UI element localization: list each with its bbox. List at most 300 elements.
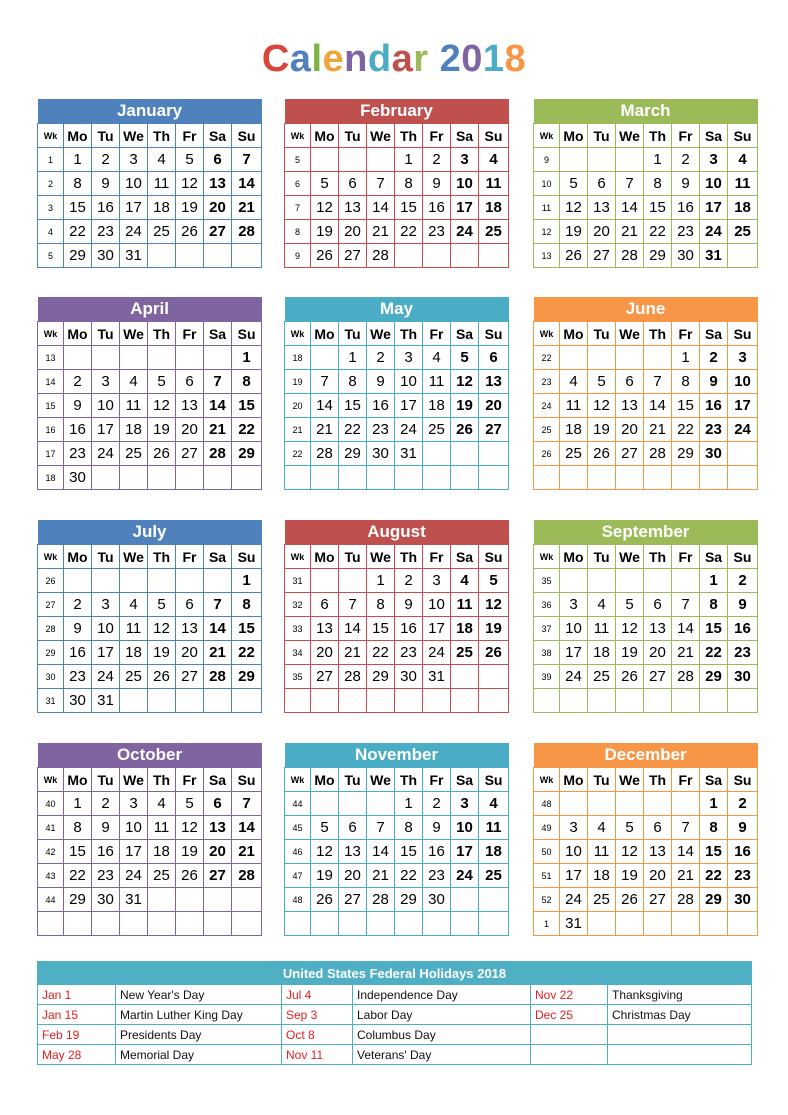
- weekday-header: Su: [479, 322, 509, 346]
- week-row: [38, 220, 262, 244]
- day-cell: 5: [148, 370, 176, 394]
- month-name: September: [534, 520, 758, 545]
- day-cell: 30: [728, 665, 758, 689]
- weekday-header: Mo: [560, 322, 588, 346]
- day-cell: 31: [423, 665, 451, 689]
- week-row: [38, 442, 262, 466]
- day-cell: 24: [451, 220, 479, 244]
- day-cell: 13: [204, 816, 232, 840]
- day-cell: 19: [311, 220, 339, 244]
- day-cell: 13: [339, 840, 367, 864]
- day-cell: 18: [120, 641, 148, 665]
- week-row: [285, 466, 509, 490]
- day-cell: 15: [700, 840, 728, 864]
- week-row: [285, 593, 509, 617]
- day-cell: 1: [395, 148, 423, 172]
- week-row: [285, 244, 509, 268]
- day-cell: 8: [644, 172, 672, 196]
- weekday-header: Sa: [451, 124, 479, 148]
- day-cell: 21: [204, 641, 232, 665]
- day-cell: 17: [560, 864, 588, 888]
- day-cell: [311, 569, 339, 593]
- day-cell: 23: [367, 418, 395, 442]
- day-cell: 11: [479, 172, 509, 196]
- day-cell: 24: [728, 418, 758, 442]
- day-cell: 6: [644, 593, 672, 617]
- holiday-date: Oct 8: [282, 1025, 353, 1045]
- day-cell: 28: [232, 220, 262, 244]
- day-cell: 22: [232, 418, 262, 442]
- day-cell: 22: [64, 220, 92, 244]
- day-cell: 2: [367, 346, 395, 370]
- day-cell: 22: [672, 418, 700, 442]
- day-cell: 4: [148, 792, 176, 816]
- day-cell: 20: [204, 840, 232, 864]
- day-cell: [311, 792, 339, 816]
- day-cell: [479, 244, 509, 268]
- week-row: [534, 840, 758, 864]
- holidays-title: United States Federal Holidays 2018: [38, 962, 752, 985]
- week-number: 1: [38, 148, 64, 172]
- day-cell: 29: [64, 888, 92, 912]
- day-cell: 11: [479, 816, 509, 840]
- day-cell: [616, 346, 644, 370]
- week-row: [534, 912, 758, 936]
- holiday-row: [38, 1025, 752, 1045]
- week-number: 5: [38, 244, 64, 268]
- day-cell: 16: [64, 641, 92, 665]
- day-cell: [311, 912, 339, 936]
- day-cell: 18: [423, 394, 451, 418]
- weekday-header: Sa: [451, 545, 479, 569]
- week-number: 6: [285, 172, 311, 196]
- day-cell: 25: [728, 220, 758, 244]
- day-cell: 4: [560, 370, 588, 394]
- day-cell: 13: [311, 617, 339, 641]
- week-row: [285, 346, 509, 370]
- day-cell: 6: [339, 816, 367, 840]
- day-cell: 4: [728, 148, 758, 172]
- day-cell: [64, 569, 92, 593]
- day-cell: 31: [395, 442, 423, 466]
- month-august: [284, 520, 508, 713]
- month-june: [533, 297, 757, 490]
- day-cell: 7: [232, 792, 262, 816]
- day-cell: 26: [479, 641, 509, 665]
- weekday-header: Sa: [700, 322, 728, 346]
- day-cell: 4: [588, 816, 616, 840]
- day-cell: 7: [339, 593, 367, 617]
- month-april: [37, 297, 261, 490]
- week-number: 10: [534, 172, 560, 196]
- day-cell: [367, 466, 395, 490]
- holiday-date: May 28: [38, 1045, 116, 1065]
- day-cell: 2: [64, 593, 92, 617]
- weekday-header: Fr: [176, 768, 204, 792]
- day-cell: 27: [339, 244, 367, 268]
- day-cell: 8: [64, 816, 92, 840]
- weekday-header: Tu: [588, 322, 616, 346]
- day-cell: 10: [92, 394, 120, 418]
- weekday-header: Su: [479, 124, 509, 148]
- week-row: [285, 641, 509, 665]
- holiday-row: [38, 1005, 752, 1025]
- day-cell: 24: [92, 665, 120, 689]
- week-row: [285, 148, 509, 172]
- weekday-header: Sa: [451, 322, 479, 346]
- weekday-header: Su: [728, 545, 758, 569]
- day-cell: 21: [232, 196, 262, 220]
- day-cell: [148, 346, 176, 370]
- day-cell: 9: [672, 172, 700, 196]
- day-cell: [616, 466, 644, 490]
- day-cell: 13: [204, 172, 232, 196]
- day-cell: [644, 689, 672, 713]
- week-row: [285, 370, 509, 394]
- day-cell: 13: [479, 370, 509, 394]
- day-cell: [451, 665, 479, 689]
- day-cell: 15: [395, 196, 423, 220]
- day-cell: 28: [644, 442, 672, 466]
- day-cell: [339, 148, 367, 172]
- day-cell: 8: [232, 593, 262, 617]
- day-cell: [92, 569, 120, 593]
- day-cell: [339, 792, 367, 816]
- day-cell: 23: [423, 864, 451, 888]
- weekday-header: Tu: [339, 322, 367, 346]
- day-cell: 19: [479, 617, 509, 641]
- month-november: [284, 743, 508, 936]
- day-cell: 5: [588, 370, 616, 394]
- day-cell: 11: [588, 617, 616, 641]
- weekday-header: Sa: [451, 768, 479, 792]
- week-row: [38, 370, 262, 394]
- day-cell: 31: [120, 244, 148, 268]
- weekday-header: Fr: [672, 768, 700, 792]
- week-row: [285, 418, 509, 442]
- day-cell: 12: [311, 196, 339, 220]
- day-cell: 14: [204, 617, 232, 641]
- week-row: [285, 172, 509, 196]
- day-cell: [395, 912, 423, 936]
- day-cell: [339, 912, 367, 936]
- day-cell: 12: [451, 370, 479, 394]
- day-cell: 5: [311, 172, 339, 196]
- holiday-name: New Year's Day: [116, 985, 282, 1005]
- day-cell: [451, 888, 479, 912]
- day-cell: 28: [311, 442, 339, 466]
- day-cell: [616, 569, 644, 593]
- week-row: [285, 840, 509, 864]
- day-cell: [728, 442, 758, 466]
- holiday-name: Presidents Day: [116, 1025, 282, 1045]
- day-cell: 20: [176, 641, 204, 665]
- day-cell: 8: [64, 172, 92, 196]
- day-cell: 14: [367, 196, 395, 220]
- day-cell: 5: [616, 593, 644, 617]
- day-cell: [148, 569, 176, 593]
- day-cell: 11: [728, 172, 758, 196]
- week-number-header: Wk: [534, 124, 560, 148]
- day-cell: [367, 912, 395, 936]
- holiday-name: Martin Luther King Day: [116, 1005, 282, 1025]
- day-cell: 22: [644, 220, 672, 244]
- day-cell: 26: [311, 888, 339, 912]
- day-cell: 21: [367, 220, 395, 244]
- day-cell: [204, 244, 232, 268]
- week-row: [534, 394, 758, 418]
- day-cell: 16: [728, 840, 758, 864]
- day-cell: 17: [700, 196, 728, 220]
- week-number: 35: [285, 665, 311, 689]
- day-cell: 26: [176, 220, 204, 244]
- week-row: [38, 244, 262, 268]
- day-cell: [479, 689, 509, 713]
- day-cell: 11: [451, 593, 479, 617]
- week-number-header: Wk: [534, 768, 560, 792]
- holiday-date: Sep 3: [282, 1005, 353, 1025]
- day-cell: [423, 689, 451, 713]
- day-cell: [64, 912, 92, 936]
- day-cell: [120, 689, 148, 713]
- week-row: [534, 864, 758, 888]
- title-letter: l: [311, 38, 323, 80]
- week-row: [38, 792, 262, 816]
- day-cell: 15: [339, 394, 367, 418]
- day-cell: 24: [560, 888, 588, 912]
- day-cell: [616, 912, 644, 936]
- week-number: 40: [38, 792, 64, 816]
- weekday-header: Fr: [423, 768, 451, 792]
- day-cell: [700, 466, 728, 490]
- day-cell: 29: [644, 244, 672, 268]
- day-cell: 30: [64, 689, 92, 713]
- day-cell: 12: [616, 617, 644, 641]
- day-cell: [148, 888, 176, 912]
- week-number-header: Wk: [534, 545, 560, 569]
- day-cell: 22: [395, 864, 423, 888]
- week-row: [38, 816, 262, 840]
- weekday-header: Mo: [64, 322, 92, 346]
- day-cell: [728, 689, 758, 713]
- day-cell: 25: [588, 888, 616, 912]
- day-cell: 12: [616, 840, 644, 864]
- title-letter: [429, 38, 440, 80]
- week-row: [285, 888, 509, 912]
- day-cell: [311, 148, 339, 172]
- month-september: [533, 520, 757, 713]
- day-cell: 8: [395, 816, 423, 840]
- day-cell: 27: [644, 665, 672, 689]
- week-row: [38, 172, 262, 196]
- month-name: July: [38, 520, 262, 545]
- day-cell: 30: [423, 888, 451, 912]
- week-row: [38, 641, 262, 665]
- day-cell: 2: [672, 148, 700, 172]
- day-cell: 3: [451, 148, 479, 172]
- day-cell: 4: [120, 370, 148, 394]
- week-row: [534, 172, 758, 196]
- day-cell: 5: [311, 816, 339, 840]
- week-number: 2: [38, 172, 64, 196]
- day-cell: 27: [479, 418, 509, 442]
- weekday-header: Fr: [423, 124, 451, 148]
- title-letter: 2: [439, 38, 462, 80]
- day-cell: 6: [204, 148, 232, 172]
- holiday-date: Jan 15: [38, 1005, 116, 1025]
- month-march: [533, 99, 757, 268]
- week-number: 16: [38, 418, 64, 442]
- day-cell: 11: [588, 840, 616, 864]
- day-cell: 19: [148, 641, 176, 665]
- day-cell: 16: [423, 196, 451, 220]
- day-cell: 15: [644, 196, 672, 220]
- day-cell: [311, 466, 339, 490]
- day-cell: 30: [700, 442, 728, 466]
- day-cell: [176, 888, 204, 912]
- day-cell: [479, 912, 509, 936]
- day-cell: 6: [588, 172, 616, 196]
- week-number: 26: [534, 442, 560, 466]
- day-cell: 25: [588, 665, 616, 689]
- weekday-header: Su: [479, 545, 509, 569]
- weekday-header: Tu: [588, 545, 616, 569]
- day-cell: 14: [204, 394, 232, 418]
- week-number: [285, 689, 311, 713]
- day-cell: 24: [120, 864, 148, 888]
- weekday-header: Fr: [423, 322, 451, 346]
- weekday-header: Tu: [588, 124, 616, 148]
- day-cell: 25: [560, 442, 588, 466]
- day-cell: [92, 346, 120, 370]
- week-number: 44: [38, 888, 64, 912]
- day-cell: 7: [672, 593, 700, 617]
- day-cell: 18: [479, 840, 509, 864]
- day-cell: [728, 912, 758, 936]
- page-title: [0, 36, 788, 82]
- day-cell: 29: [700, 665, 728, 689]
- weekday-header: Fr: [176, 124, 204, 148]
- day-cell: 10: [451, 172, 479, 196]
- weekday-header: Mo: [560, 768, 588, 792]
- day-cell: 4: [120, 593, 148, 617]
- month-name: February: [285, 99, 509, 124]
- day-cell: 29: [395, 888, 423, 912]
- day-cell: 6: [204, 792, 232, 816]
- day-cell: [92, 912, 120, 936]
- day-cell: [644, 569, 672, 593]
- weekday-header: Su: [232, 768, 262, 792]
- day-cell: 26: [176, 864, 204, 888]
- week-number: 47: [285, 864, 311, 888]
- day-cell: 23: [92, 864, 120, 888]
- week-number-header: Wk: [285, 322, 311, 346]
- day-cell: 3: [423, 569, 451, 593]
- holiday-date: [531, 1045, 608, 1065]
- day-cell: [560, 346, 588, 370]
- week-number: 41: [38, 816, 64, 840]
- weekday-header: Su: [232, 545, 262, 569]
- weekday-header: Tu: [92, 124, 120, 148]
- day-cell: 9: [728, 816, 758, 840]
- day-cell: 14: [644, 394, 672, 418]
- week-number: 18: [38, 466, 64, 490]
- week-row: [534, 569, 758, 593]
- day-cell: 18: [479, 196, 509, 220]
- week-row: [534, 244, 758, 268]
- day-cell: 13: [616, 394, 644, 418]
- day-cell: 27: [311, 665, 339, 689]
- day-cell: 24: [560, 665, 588, 689]
- title-letter: C: [261, 38, 290, 80]
- day-cell: [148, 244, 176, 268]
- week-number: 9: [534, 148, 560, 172]
- day-cell: 30: [92, 244, 120, 268]
- week-number: 13: [38, 346, 64, 370]
- week-number: 20: [285, 394, 311, 418]
- day-cell: 21: [616, 220, 644, 244]
- week-number: 28: [38, 617, 64, 641]
- day-cell: 19: [560, 220, 588, 244]
- week-number: 34: [285, 641, 311, 665]
- weekday-header: Th: [644, 768, 672, 792]
- month-name: March: [534, 99, 758, 124]
- day-cell: [451, 466, 479, 490]
- title-letter: d: [367, 38, 392, 80]
- month-name: August: [285, 520, 509, 545]
- day-cell: 16: [92, 196, 120, 220]
- day-cell: [700, 689, 728, 713]
- week-row: [38, 617, 262, 641]
- day-cell: 27: [588, 244, 616, 268]
- week-number: 15: [38, 394, 64, 418]
- day-cell: 1: [644, 148, 672, 172]
- weekday-header: Su: [728, 124, 758, 148]
- week-number-header: Wk: [38, 768, 64, 792]
- weekday-header: Su: [728, 322, 758, 346]
- month-july: [37, 520, 261, 713]
- day-cell: 28: [367, 888, 395, 912]
- day-cell: 24: [120, 220, 148, 244]
- week-row: [38, 840, 262, 864]
- day-cell: [644, 466, 672, 490]
- holiday-name: [608, 1045, 752, 1065]
- day-cell: 5: [176, 792, 204, 816]
- day-cell: 19: [616, 864, 644, 888]
- day-cell: [148, 466, 176, 490]
- holiday-date: Feb 19: [38, 1025, 116, 1045]
- week-number-header: Wk: [38, 124, 64, 148]
- day-cell: 3: [92, 593, 120, 617]
- weekday-header: Mo: [64, 545, 92, 569]
- day-cell: 27: [339, 888, 367, 912]
- week-number: 11: [534, 196, 560, 220]
- day-cell: 20: [479, 394, 509, 418]
- day-cell: 10: [728, 370, 758, 394]
- week-row: [285, 665, 509, 689]
- day-cell: 20: [644, 641, 672, 665]
- day-cell: 6: [176, 593, 204, 617]
- month-february: [284, 99, 508, 268]
- holidays-table: [37, 961, 751, 1065]
- day-cell: 3: [451, 792, 479, 816]
- weekday-header: Th: [644, 322, 672, 346]
- weekday-header: Tu: [339, 545, 367, 569]
- day-cell: 30: [728, 888, 758, 912]
- week-row: [38, 888, 262, 912]
- day-cell: 12: [588, 394, 616, 418]
- day-cell: 18: [588, 864, 616, 888]
